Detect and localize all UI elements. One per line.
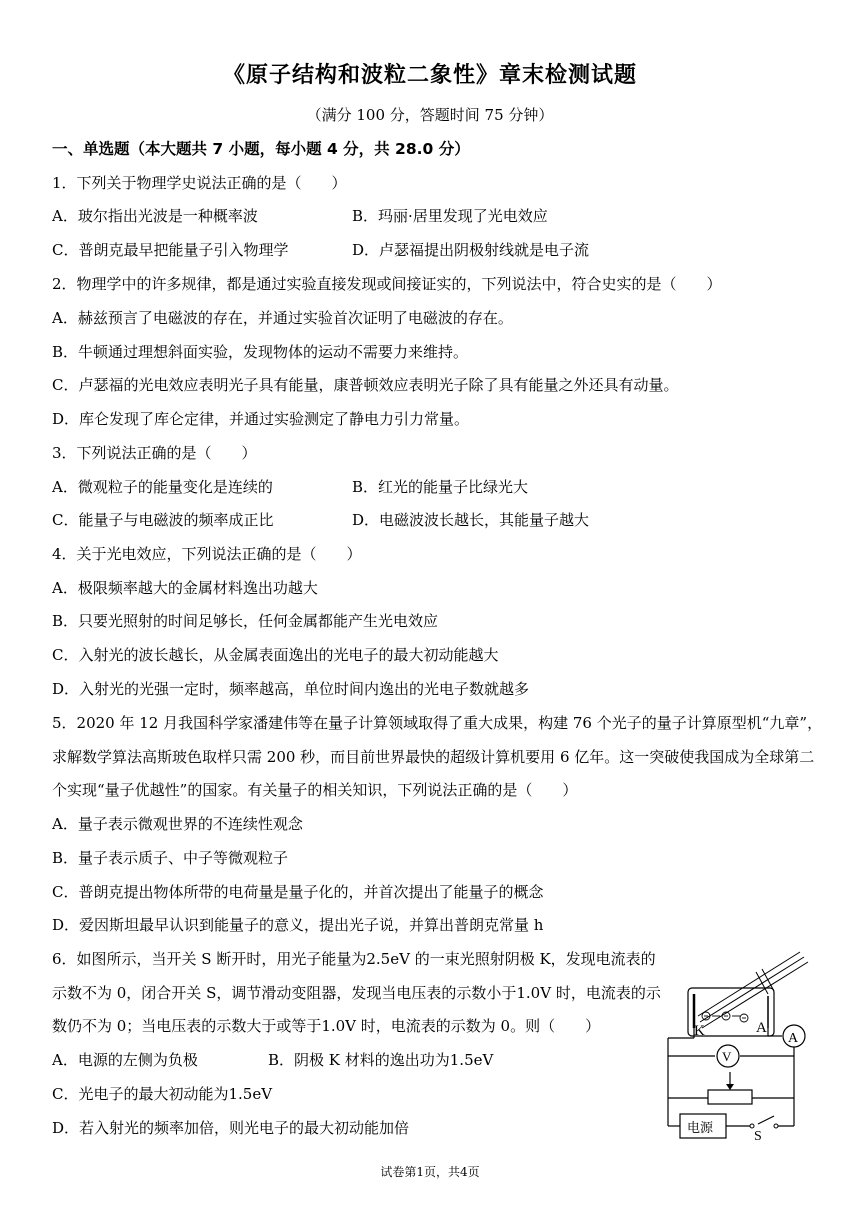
question-1-option-c: C．普朗克最早把能量子引入物理学 — [52, 241, 289, 259]
question-3-stem: 3．下列说法正确的是（ ） — [52, 444, 257, 462]
question-6-stem-line-1: 6．如图所示，当开关 S 断开时，用光子能量为2.5eV 的一束光照射阴极 K，发现电流表的 — [52, 950, 656, 968]
question-2-option-c: C．卢瑟福的光电效应表明光子具有能量，康普顿效应表明光子除了具有能量之外还具有动量。 — [52, 376, 679, 394]
switch-label: S — [754, 1129, 762, 1140]
question-3-option-c: C．能量子与电磁波的频率成正比 — [52, 511, 274, 529]
circuit-wires — [668, 1028, 794, 1126]
question-2-option-b: B．牛顿通过理想斜面实验，发现物体的运动不需要力来维持。 — [52, 343, 469, 361]
question-1-option-d: D．卢瑟福提出阴极射线就是电子流 — [352, 241, 590, 259]
question-4-stem: 4．关于光电效应，下列说法正确的是（ ） — [52, 545, 362, 563]
question-3-option-a: A．微观粒子的能量变化是连续的 — [52, 478, 273, 496]
section-heading: 一、单选题（本大题共 7 小题，每小题 4 分，共 28.0 分） — [52, 140, 470, 158]
question-5-stem-line-2: 求解数学算法高斯玻色取样只需 200 秒，而目前世界最快的超级计算机要用 6 亿年。这一突破使我国成为全球第二 — [52, 748, 815, 766]
question-5-option-c: C．普朗克提出物体所带的电荷量是量子化的，并首次提出了能量子的概念 — [52, 883, 544, 901]
question-1-option-a: A．玻尔指出光波是一种概率波 — [52, 207, 258, 225]
light-rays — [698, 952, 808, 1028]
question-2-option-a: A．赫兹预言了电磁波的存在，并通过实验首次证明了电磁波的存在。 — [52, 309, 513, 327]
question-5-option-d: D．爱因斯坦最早认识到能量子的意义，提出光子说，并算出普朗克常量 h — [52, 916, 544, 934]
question-5-option-b: B．量子表示质子、中子等微观粒子 — [52, 849, 289, 867]
question-3-option-b: B．红光的能量子比绿光大 — [352, 478, 529, 496]
question-1-stem: 1．下列关于物理学史说法正确的是（ ） — [52, 174, 347, 192]
photoelectric-circuit-diagram — [660, 948, 810, 1140]
anode-label: A — [756, 1020, 767, 1036]
question-4-option-b: B．只要光照射的时间足够长，任何金属都能产生光电效应 — [52, 612, 439, 630]
question-6-option-d: D．若入射光的频率加倍，则光电子的最大初动能加倍 — [52, 1119, 410, 1137]
question-4-option-a: A．极限频率越大的金属材料逸出功越大 — [52, 579, 318, 597]
question-5-stem-line-1: 5．2020 年 12 月我国科学家潘建伟等在量子计算领域取得了重大成果，构建 76 个光子的量子计算原型机“九章”， — [52, 714, 823, 732]
ammeter-label: A — [788, 1031, 799, 1046]
question-1-option-b: B．玛丽·居里发现了光电效应 — [352, 207, 548, 225]
question-6-option-b: B．阴极 K 材料的逸出功为1.5eV — [268, 1051, 494, 1069]
page-subtitle: （满分 100 分，答题时间 75 分钟） — [306, 106, 554, 124]
rheostat — [708, 1090, 752, 1104]
question-6-stem-line-3: 数仍不为 0；当电压表的示数大于或等于1.0V 时，电流表的示数为 0。则（ ） — [52, 1017, 601, 1035]
question-2-option-d: D．库仑发现了库仑定律，并通过实验测定了静电力引力常量。 — [52, 410, 470, 428]
page-footer: 试卷第1页，共4页 — [380, 1165, 480, 1179]
question-5-option-a: A．量子表示微观世界的不连续性观念 — [52, 815, 303, 833]
page-title: 《原子结构和波粒二象性》章末检测试题 — [222, 63, 637, 88]
cathode-label: K — [694, 1023, 705, 1039]
question-6-option-c: C．光电子的最大初动能为1.5eV — [52, 1085, 273, 1103]
question-4-option-c: C．入射光的波长越长，从金属表面逸出的光电子的最大初动能越大 — [52, 646, 499, 664]
question-3-option-d: D．电磁波波长越长，其能量子越大 — [352, 511, 590, 529]
question-6-option-a: A．电源的左侧为负极 — [52, 1051, 198, 1069]
voltmeter-label: V — [722, 1049, 732, 1064]
question-5-stem-line-3: 个实现“量子优越性”的国家。有关量子的相关知识，下列说法正确的是（ ） — [52, 781, 578, 799]
question-6-stem-line-2: 示数不为 0，闭合开关 S，调节滑动变阻器，发现当电压表的示数小于1.0V 时，电流表的示 — [52, 984, 661, 1002]
question-2-stem: 2．物理学中的许多规律，都是通过实验直接发现或间接证实的，下列说法中，符合史实的是（ ） — [52, 275, 722, 293]
power-source-label: 电源 — [687, 1121, 714, 1136]
question-4-option-d: D．入射光的光强一定时，频率越高，单位时间内逸出的光电子数就越多 — [52, 680, 530, 698]
